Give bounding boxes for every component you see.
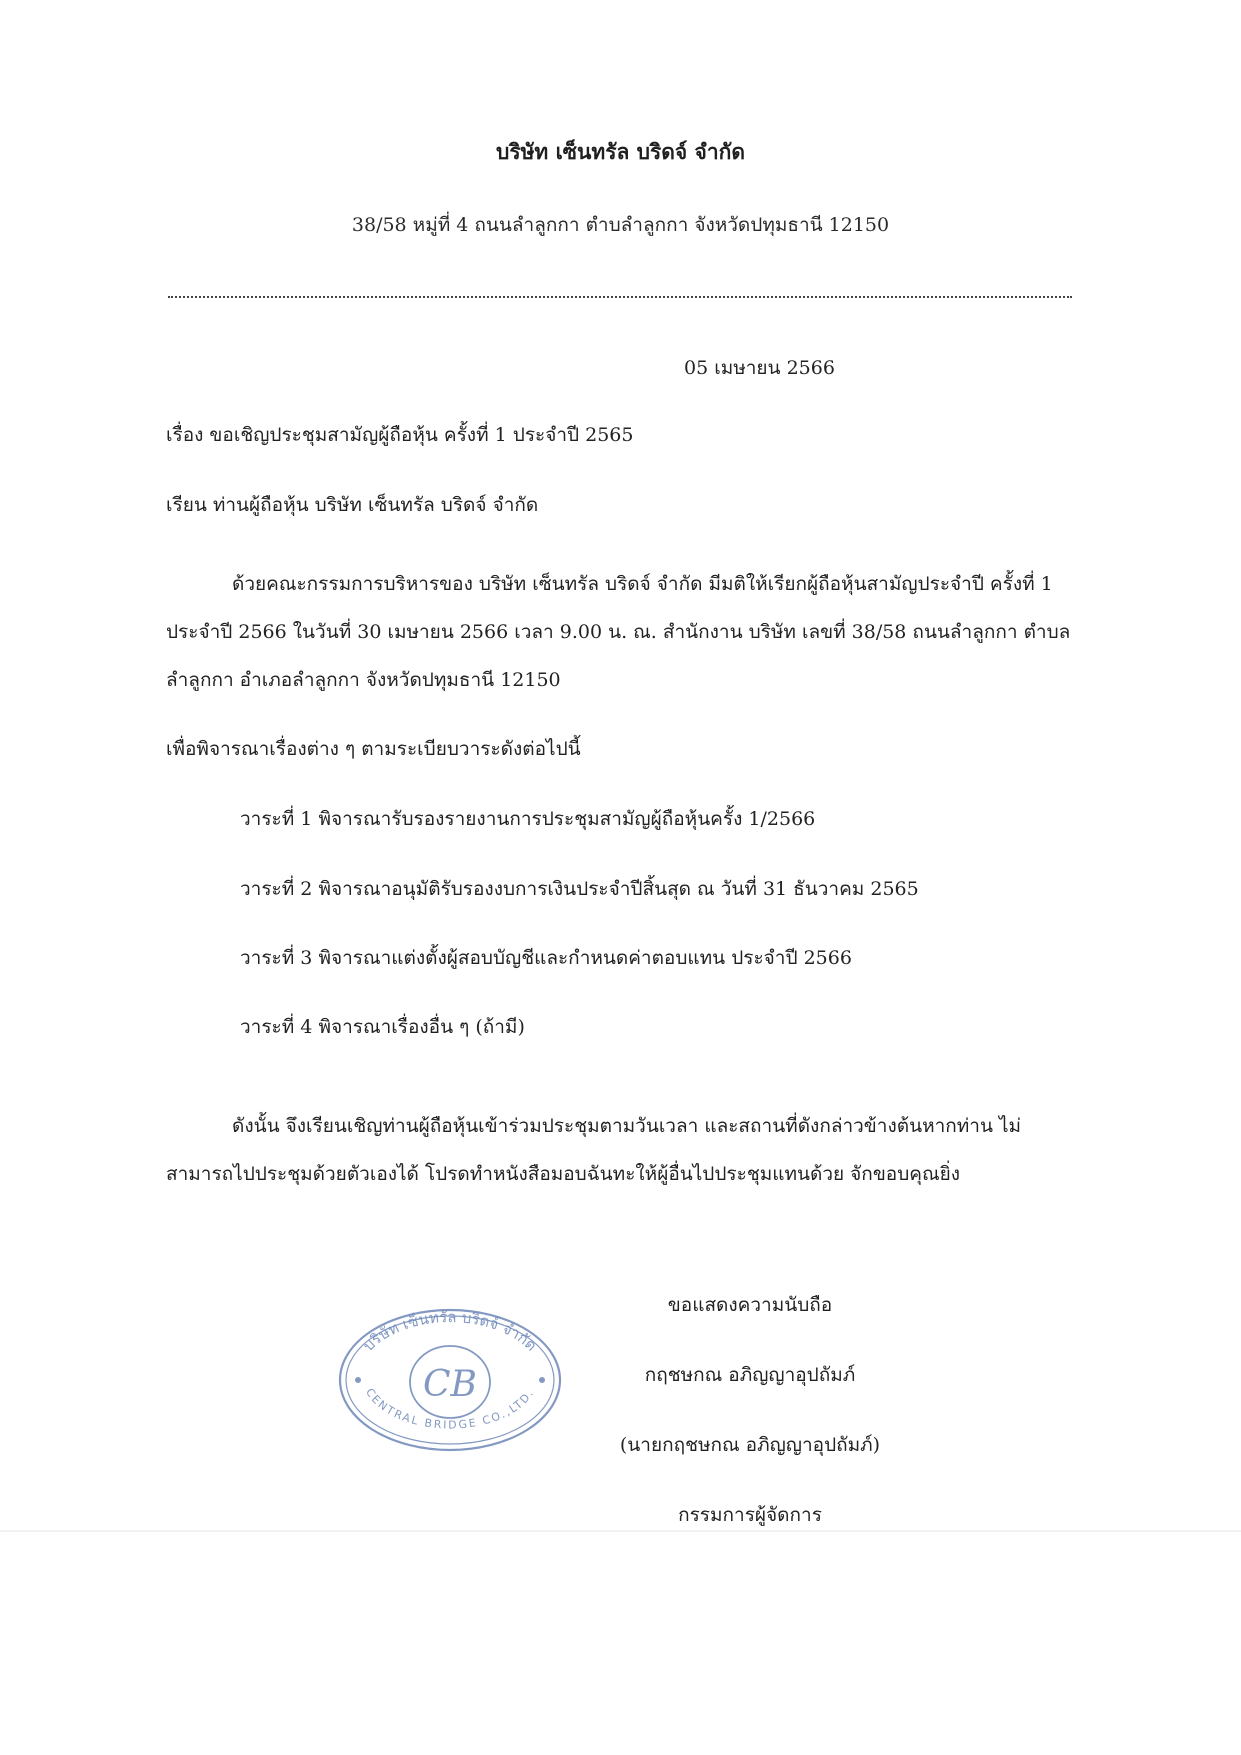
agenda-item-4: วาระที่ 4 พิจารณาเรื่องอื่น ๆ (ถ้ามี) (240, 1016, 525, 1038)
company-address: 38/58 หมู่ที่ 4 ถนนลำลูกกา ตำบลำลูกกา จังหวัดปทุมธานี 12150 (351, 214, 890, 236)
seal-dot-left (355, 1377, 361, 1383)
scan-artifact-line (0, 1530, 1241, 1532)
company-seal-graphic (336, 1306, 564, 1454)
agenda-intro: เพื่อพิจารณาเรื่องต่าง ๆ ตามระเบียบวาระดังต่อไปนี้ (166, 738, 581, 760)
seal-monogram: CB (423, 1364, 477, 1405)
letter-greeting: เรียน ท่านผู้ถือหุ้น บริษัท เซ็นทรัล บริดจ์ จำกัด (166, 494, 539, 516)
body-paragraph-2: ดังนั้น จึงเรียนเชิญท่านผู้ถือหุ้นเข้าร่วมประชุมตามวันเวลา และสถานที่ดังกล่าวข้างต้นหากท่าน ไม่สามารถไปประชุมด้วยตัวเองได้ โปรดทำหนังสือมอบฉันทะให้ผู้อื่นไปประชุมแทนด้วย จักขอบคุณยิ่ง (166, 1115, 1022, 1185)
seal-dot-right (539, 1377, 545, 1383)
body-paragraph-1: ด้วยคณะกรรมการบริหารของ บริษัท เซ็นทรัล บริดจ์ จำกัด มีมติให้เรียกผู้ถือหุ้นสามัญประจำปี ครั้งที่ 1 ประจำปี 2566 ในวันที่ 30 เมษายน 2566 เวลา 9.00 น. ณ. สำนักงาน บริษัท เลขที่ 38/58 ถนนลำลูกกา ตำบลลำลูกกา อำเภอลำลูกกา จังหวัดปทุมธานี 12150 (166, 573, 1071, 691)
agenda-item-1: วาระที่ 1 พิจารณารับรองรายงานการประชุมสามัญผู้ถือหุ้นครั้ง 1/2566 (240, 808, 816, 830)
company-name-heading: บริษัท เซ็นทรัล บริดจ์ จำกัด (495, 139, 745, 164)
seal-text-thai: บริษัท เซ็นทรัล บริดจ์ จำกัด (359, 1307, 541, 1355)
signature-position: กรรมการผู้จัดการ (678, 1504, 822, 1526)
letter-date: 05 เมษายน 2566 (684, 357, 835, 379)
company-seal-stamp (336, 1306, 564, 1454)
letter-subject: เรื่อง ขอเชิญประชุมสามัญผู้ถือหุ้น ครั้งที่ 1 ประจำปี 2565 (166, 424, 634, 446)
signature-full-name: (นายกฤชษกณ อภิญญาอุปถัมภ์) (619, 1434, 881, 1456)
seal-text-english: CENTRAL BRIDGE CO.,LTD. (362, 1386, 537, 1432)
header-divider (168, 296, 1072, 298)
agenda-item-3: วาระที่ 3 พิจารณาแต่งตั้งผู้สอบบัญชีและกำหนดค่าตอบแทน ประจำปี 2566 (240, 947, 852, 969)
signature-closing: ขอแสดงความนับถือ (667, 1294, 833, 1316)
signature-name: กฤชษกณ อภิญญาอุปถัมภ์ (644, 1364, 856, 1386)
agenda-item-2: วาระที่ 2 พิจารณาอนุมัติรับรองงบการเงินประจำปีสิ้นสุด ณ วันที่ 31 ธันวาคม 2565 (240, 878, 919, 900)
